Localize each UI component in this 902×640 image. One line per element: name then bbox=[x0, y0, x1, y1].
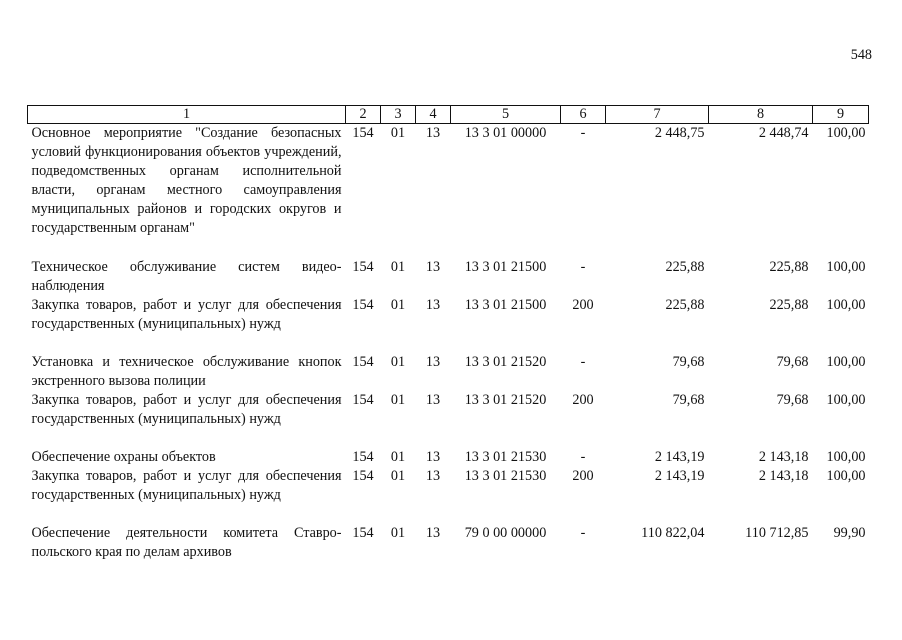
row-name: Основное мероприятие "Создание безопасных условий функционирования объектов учреждений, подведомственных органам исполнительной власти, органам местного самоуправления муниципальных районов и городских округов и государственным органам" bbox=[31, 125, 342, 236]
table-row bbox=[28, 124, 869, 239]
row-expense-type: 200 bbox=[572, 392, 594, 408]
row-expense-type: - bbox=[580, 449, 586, 465]
row-percent: 99,90 bbox=[833, 525, 866, 541]
row-ministry-code: 154 bbox=[352, 354, 374, 370]
row-ministry-code: 154 bbox=[352, 468, 374, 484]
row-target-code: 13 3 01 21530 bbox=[464, 449, 547, 465]
row-subsection-code: 13 bbox=[425, 392, 441, 408]
row-subsection-code: 13 bbox=[425, 525, 441, 541]
header-cell: 2 bbox=[346, 106, 381, 124]
row-percent: 100,00 bbox=[826, 468, 866, 484]
row-name: Обеспечение охраны объектов bbox=[31, 449, 216, 465]
row-planned: 110 822,04 bbox=[641, 525, 705, 541]
row-expense-type: 200 bbox=[572, 297, 594, 313]
row-spacer bbox=[28, 238, 869, 258]
row-planned: 2 448,75 bbox=[654, 125, 705, 141]
row-ministry-code: 154 bbox=[352, 297, 374, 313]
row-target-code: 13 3 01 21530 bbox=[464, 468, 547, 484]
row-subsection-code: 13 bbox=[425, 449, 441, 465]
header-cell: 9 bbox=[813, 106, 869, 124]
header-cell: 3 bbox=[381, 106, 416, 124]
table-row bbox=[28, 467, 869, 505]
row-expense-type: - bbox=[580, 259, 586, 275]
row-percent: 100,00 bbox=[826, 259, 866, 275]
row-spacer bbox=[28, 334, 869, 353]
row-planned: 2 143,19 bbox=[654, 449, 705, 465]
row-ministry-code: 154 bbox=[352, 392, 374, 408]
row-section-code: 01 bbox=[390, 468, 406, 484]
row-expense-type: - bbox=[580, 525, 586, 541]
row-target-code: 79 0 00 00000 bbox=[464, 525, 547, 541]
row-section-code: 01 bbox=[390, 297, 406, 313]
table-row bbox=[28, 448, 869, 467]
table-row bbox=[28, 391, 869, 429]
header-cell: 5 bbox=[451, 106, 561, 124]
row-target-code: 13 3 01 21520 bbox=[464, 354, 547, 370]
budget-table-container bbox=[27, 105, 868, 562]
row-ministry-code: 154 bbox=[352, 125, 374, 141]
row-percent: 100,00 bbox=[826, 125, 866, 141]
row-percent: 100,00 bbox=[826, 354, 866, 370]
row-ministry-code: 154 bbox=[352, 259, 374, 275]
row-expense-type: 200 bbox=[572, 468, 594, 484]
row-section-code: 01 bbox=[390, 354, 406, 370]
row-name: Закупка товаров, работ и услуг для обеспечения государственных (муниципальных) нужд bbox=[31, 468, 342, 503]
table-row bbox=[28, 296, 869, 334]
table-row bbox=[28, 524, 869, 562]
row-subsection-code: 13 bbox=[425, 125, 441, 141]
row-name: Техническое обслуживание систем видео-наблюдения bbox=[31, 259, 342, 294]
row-executed: 110 712,85 bbox=[745, 525, 809, 541]
row-percent: 100,00 bbox=[826, 392, 866, 408]
row-name: Закупка товаров, работ и услуг для обеспечения государственных (муниципальных) нужд bbox=[31, 392, 342, 427]
row-section-code: 01 bbox=[390, 449, 406, 465]
row-ministry-code: 154 bbox=[352, 525, 374, 541]
header-cell: 4 bbox=[416, 106, 451, 124]
row-executed: 2 448,74 bbox=[758, 125, 809, 141]
row-expense-type: - bbox=[580, 354, 586, 370]
row-percent: 100,00 bbox=[826, 449, 866, 465]
row-section-code: 01 bbox=[390, 259, 406, 275]
row-spacer bbox=[28, 505, 869, 524]
row-subsection-code: 13 bbox=[425, 297, 441, 313]
row-section-code: 01 bbox=[390, 525, 406, 541]
row-name: Закупка товаров, работ и услуг для обеспечения государственных (муниципальных) нужд bbox=[31, 297, 342, 332]
row-planned: 79,68 bbox=[672, 392, 705, 408]
row-name: Обеспечение деятельности комитета Ставро-польского края по делам архивов bbox=[31, 525, 342, 560]
row-target-code: 13 3 01 21520 bbox=[464, 392, 547, 408]
row-name: Установка и техническое обслуживание кнопок экстренного вызова полиции bbox=[31, 354, 342, 389]
row-spacer bbox=[28, 429, 869, 448]
row-percent: 100,00 bbox=[826, 297, 866, 313]
header-cell: 7 bbox=[606, 106, 709, 124]
row-section-code: 01 bbox=[390, 125, 406, 141]
row-subsection-code: 13 bbox=[425, 354, 441, 370]
row-subsection-code: 13 bbox=[425, 259, 441, 275]
row-executed: 79,68 bbox=[776, 354, 809, 370]
row-planned: 225,88 bbox=[665, 259, 705, 275]
row-executed: 79,68 bbox=[776, 392, 809, 408]
budget-table bbox=[27, 105, 869, 562]
row-executed: 2 143,18 bbox=[758, 468, 809, 484]
header-cell: 8 bbox=[709, 106, 813, 124]
header-cell: 6 bbox=[561, 106, 606, 124]
row-ministry-code: 154 bbox=[352, 449, 374, 465]
row-target-code: 13 3 01 21500 bbox=[464, 259, 547, 275]
row-executed: 2 143,18 bbox=[758, 449, 809, 465]
row-planned: 225,88 bbox=[665, 297, 705, 313]
header-cell: 1 bbox=[28, 106, 346, 124]
page-number: 548 bbox=[850, 47, 872, 63]
table-row bbox=[28, 353, 869, 391]
row-expense-type: - bbox=[580, 125, 586, 141]
row-target-code: 13 3 01 00000 bbox=[464, 125, 547, 141]
row-executed: 225,88 bbox=[769, 259, 809, 275]
row-section-code: 01 bbox=[390, 392, 406, 408]
row-planned: 2 143,19 bbox=[654, 468, 705, 484]
table-header-row bbox=[28, 106, 869, 124]
row-target-code: 13 3 01 21500 bbox=[464, 297, 547, 313]
row-planned: 79,68 bbox=[672, 354, 705, 370]
table-row bbox=[28, 258, 869, 296]
row-subsection-code: 13 bbox=[425, 468, 441, 484]
row-executed: 225,88 bbox=[769, 297, 809, 313]
